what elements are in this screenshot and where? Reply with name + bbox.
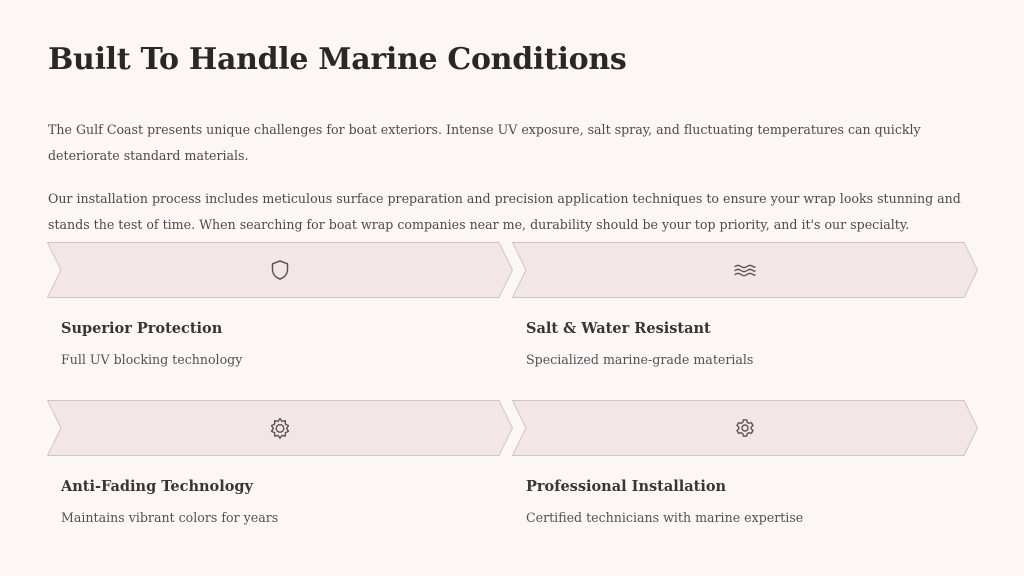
feature-title: Salt & Water Resistant bbox=[526, 320, 711, 337]
feature-chevron-banner bbox=[47, 242, 513, 298]
feature-description: Maintains vibrant colors for years bbox=[61, 510, 279, 525]
waves-icon bbox=[733, 258, 757, 282]
feature-title: Anti-Fading Technology bbox=[61, 478, 253, 495]
intro-paragraph: The Gulf Coast presents unique challenges for boat exteriors. Intense UV exposure, salt spray, and fluctuating temperatures can quickly deteriorate standard materials. bbox=[48, 122, 921, 163]
feature-title: Professional Installation bbox=[526, 478, 727, 495]
sun-icon bbox=[268, 416, 292, 440]
shield-icon bbox=[268, 258, 292, 282]
process-paragraph: Our installation process includes meticulous surface preparation and precision application techniques to ensure your wrap looks stunning and stands the test of time. When searching for boat wrap companies near me, durability should be your top priority, and it's our specialty. bbox=[48, 191, 961, 232]
feature-description: Full UV blocking technology bbox=[61, 352, 243, 367]
feature-description: Certified technicians with marine expertise bbox=[526, 510, 804, 525]
feature-title: Superior Protection bbox=[61, 320, 223, 337]
feature-description: Specialized marine-grade materials bbox=[526, 352, 754, 367]
page-title: Built To Handle Marine Conditions bbox=[48, 42, 627, 77]
feature-chevron-banner bbox=[512, 400, 978, 456]
feature-chevron-banner bbox=[512, 242, 978, 298]
gear-icon bbox=[733, 416, 757, 440]
feature-chevron-banner bbox=[47, 400, 513, 456]
